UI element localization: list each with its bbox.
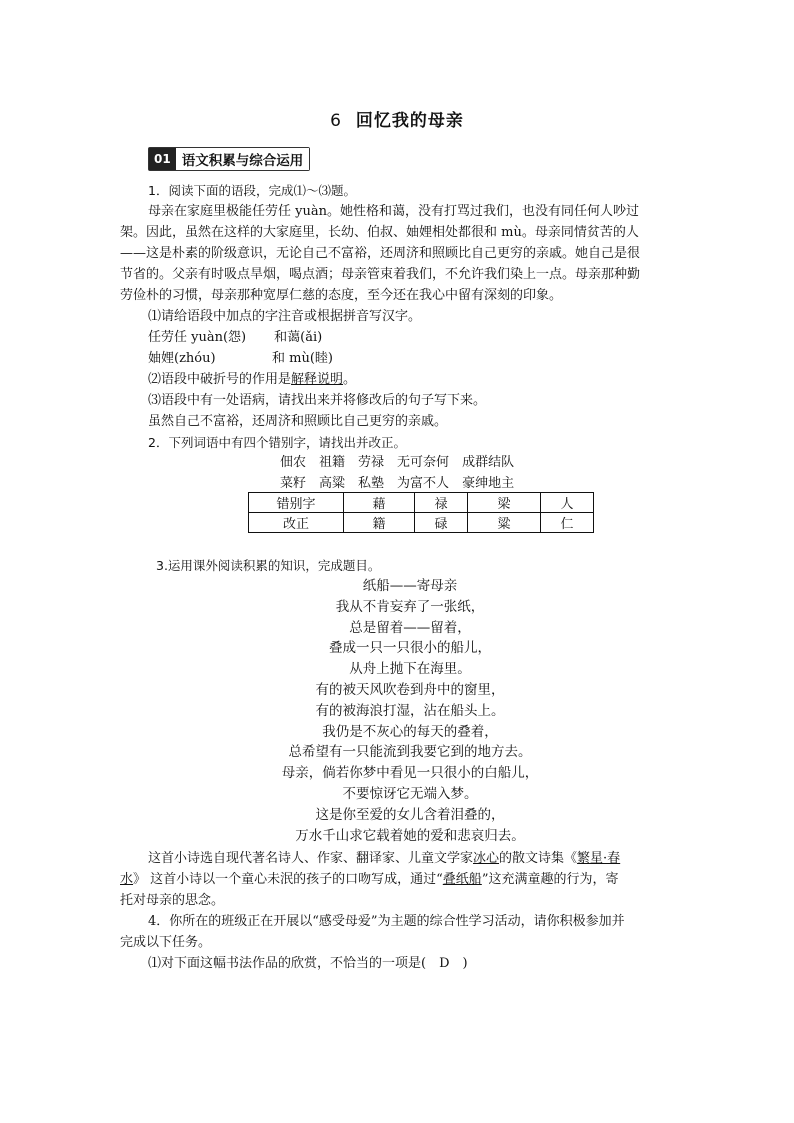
question-3-stem <box>120 555 674 576</box>
poem-line: 总希望有一只能流到我要它到的地方去。 <box>288 744 532 761</box>
table-row <box>249 493 594 513</box>
q4-stem-line-2: 完成以下任务。 <box>120 935 212 950</box>
q2-stem: 2．下列词语中有四个错别字，请找出并改正。 <box>148 435 406 450</box>
poem-title: 纸船——寄母亲 <box>362 578 458 594</box>
answer-author: 冰心 <box>473 851 500 866</box>
q1-answer-row-1 <box>120 327 674 348</box>
word: 佃农 <box>280 455 307 470</box>
q2-word-list <box>280 452 570 494</box>
table-cell: 籍 <box>344 513 415 533</box>
answer-ai: 和蔼(ǎi) <box>274 330 323 345</box>
poem-line: 叠成一只一只很小的船儿， <box>329 640 491 657</box>
correction-table <box>248 492 594 533</box>
q1-sub2-end: 。 <box>343 372 357 387</box>
word: 成群结队 <box>462 455 515 470</box>
word: 高粱 <box>319 476 346 491</box>
text: 的散文诗集《 <box>499 851 578 866</box>
q1-para-line-5: 劳俭朴的习惯，母亲那种宽厚仁慈的态度，至今还在我心中留有深刻的印象。 <box>120 288 563 303</box>
q3-answer-line-2 <box>120 869 674 890</box>
poem-line: 这是你至爱的女儿含着泪叠的， <box>315 806 505 823</box>
text: ”这充满童趣的行为，寄 <box>481 872 619 887</box>
table-cell: 禄 <box>415 493 468 513</box>
q1-sub2-text: ⑵语段中破折号的作用是 <box>148 372 292 387</box>
table-cell: 碌 <box>415 513 468 533</box>
poem-line: 从舟上抛下在海里。 <box>349 661 471 678</box>
word: 无可奈何 <box>397 455 450 470</box>
q4-sub1-answer: D <box>439 956 450 971</box>
word: 菜籽 <box>280 476 307 491</box>
section-badge: 01 <box>149 148 176 170</box>
word: 私塾 <box>358 476 385 491</box>
answer-mu: 和 mù(睦) <box>272 351 333 366</box>
answer-collection-end: 水 <box>120 872 134 887</box>
poem <box>200 576 620 846</box>
q1-answer-row-2 <box>120 348 674 369</box>
answer-yuan: 任劳任 yuàn(怨) <box>148 330 247 345</box>
q1-para-line-2: 架。因此，虽然在这样的大家庭里，长幼、伯叔、妯娌相处都很和 mù。母亲同情贫苦的人 <box>120 225 639 240</box>
text: ⑴对下面这幅书法作品的欣赏，不恰当的一项是( <box>148 956 440 971</box>
q3-answer-line-1 <box>120 848 674 869</box>
table-row <box>249 513 594 533</box>
section-banner <box>148 147 310 171</box>
q3-stem: 3.运用课外阅读积累的知识，完成题目。 <box>156 558 381 573</box>
q1-stem: 1．阅读下面的语段，完成⑴～⑶题。 <box>148 183 356 198</box>
q1-sub3: ⑶语段中有一处语病，请找出来并将修改后的句子写下来。 <box>148 393 487 408</box>
lesson-number: 6 <box>330 111 342 131</box>
q1-sub1: ⑴请给语段中加点的字注音或根据拼音写汉字。 <box>148 309 422 324</box>
q1-para-line-3: ——这是朴素的阶级意识，无论自己不富裕，还周济和照顾比自己更穷的亲戚。她自己是很 <box>120 246 641 261</box>
word: 祖籍 <box>319 455 346 470</box>
poem-line: 有的被海浪打湿，沾在船头上。 <box>315 702 505 719</box>
answer-behavior: 叠纸船 <box>442 872 482 887</box>
table-cell: 粱 <box>468 513 541 533</box>
poem-line: 有的被天风吹卷到舟中的窗里， <box>315 681 505 698</box>
table-header-fix: 改正 <box>249 513 344 533</box>
table-cell: 藉 <box>344 493 415 513</box>
poem-line: 万水千山求它载着她的爱和悲哀归去。 <box>295 827 525 844</box>
page-title <box>0 106 794 131</box>
text: 》 这首小诗以一个童心未泯的孩子的口吻写成，通过“ <box>133 872 443 887</box>
lesson-title: 回忆我的母亲 <box>355 111 464 131</box>
word: 豪绅地主 <box>462 476 515 491</box>
q4-stem-line-1: 4．你所在的班级正在开展以“感受母爱”为主题的综合性学习活动，请你积极参加并 <box>148 914 625 929</box>
question-3-answer <box>120 848 674 974</box>
poem-line: 总是留着——留着， <box>349 619 471 636</box>
question-1 <box>120 180 674 453</box>
answer-zhou: 妯娌(zhóu) <box>148 351 216 366</box>
answer-collection: 繁星·春 <box>577 851 621 866</box>
q3-answer-line-3: 托对母亲的思念。 <box>120 893 225 908</box>
text: 这首小诗选自现代著名诗人、作家、翻译家、儿童文学家 <box>148 851 474 866</box>
table-cell: 人 <box>541 493 594 513</box>
table-cell: 梁 <box>468 493 541 513</box>
q1-sub2-answer: 解释说明 <box>291 372 344 387</box>
text: ) <box>449 956 468 971</box>
word-row-1 <box>280 452 570 473</box>
q1-para-line-4: 节省的。父亲有时吸点旱烟，喝点酒；母亲管束着我们，不允许我们染上一点。母亲那种勤 <box>120 267 641 282</box>
word: 为富不人 <box>397 476 450 491</box>
poem-line: 不要惊讶它无端入梦。 <box>342 785 478 802</box>
word-row-2 <box>280 473 570 494</box>
section-label: 语文积累与综合运用 <box>176 148 310 170</box>
word: 劳禄 <box>358 455 385 470</box>
q1-para-line-1: 母亲在家庭里极能任劳任 yuàn。她性格和蔼，没有打骂过我们，也没有同任何人吵过 <box>148 204 639 219</box>
poem-line: 母亲，倘若你梦中看见一只很小的白船儿， <box>281 765 539 782</box>
table-header-wrong: 错别字 <box>249 493 344 513</box>
q1-sub3-answer: 虽然自己不富裕，还周济和照顾比自己更穷的亲戚。 <box>148 414 448 429</box>
table-cell: 仁 <box>541 513 594 533</box>
q1-sub2 <box>120 369 674 390</box>
q4-sub1 <box>120 953 674 974</box>
poem-line: 我仍是不灰心的每天的叠着， <box>322 723 498 740</box>
poem-line: 我从不肯妄弃了一张纸， <box>335 598 485 615</box>
